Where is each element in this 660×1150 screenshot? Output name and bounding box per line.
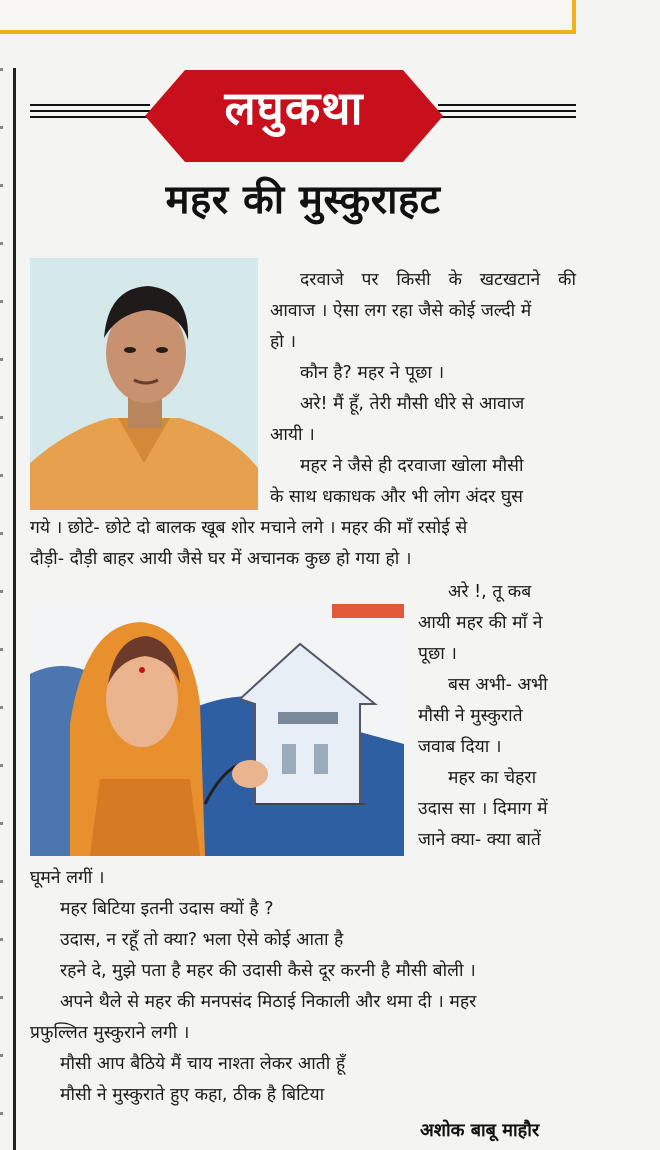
story-block-3	[418, 577, 576, 856]
column-edge-dashes	[0, 68, 3, 1150]
story-block-1	[270, 265, 576, 513]
section-banner	[145, 70, 443, 162]
story-line: दौड़ी- दौड़ी बाहर आयी जैसे घर में अचानक कुछ हो गया हो ।	[30, 549, 412, 569]
article-headline: महर की मुस्कुराहट	[165, 177, 441, 223]
story-line: महर बिटिया इतनी उदास क्यों है ?	[60, 899, 274, 919]
story-line: बस अभी- अभी	[448, 675, 548, 695]
story-line: आयी ।	[270, 425, 315, 445]
section-label: लघुकथा	[224, 81, 364, 135]
story-line: रहने दे, मुझे पता है महर की उदासी कैसे दूर करनी है मौसी बोली ।	[60, 961, 476, 981]
story-line: दरवाजे पर किसी के खटखटाने की	[300, 270, 576, 290]
previous-article-box	[0, 0, 576, 34]
story-line: के साथ धकाधक और भी लोग अंदर घुस	[270, 487, 523, 507]
story-line: अपने थैले से महर की मनपसंद मिठाई निकाली और थमा दी । महर	[60, 992, 477, 1012]
story-block-2	[30, 513, 576, 575]
story-line: अरे! मैं हूँ, तेरी मौसी धीरे से आवाज	[300, 394, 525, 414]
story-line: उदास सा । दिमाग में	[418, 799, 548, 819]
story-line: पूछा ।	[418, 644, 457, 664]
story-line: महर का चेहरा	[448, 768, 537, 788]
story-line: घूमने लगीं ।	[30, 868, 105, 888]
story-line: जाने क्या- क्या बातें	[418, 830, 541, 850]
story-line: आयी महर की माँ ने	[418, 613, 543, 633]
story-line: गये । छोटे- छोटे दो बालक खूब शोर मचाने लगे । महर की माँ रसोई से	[30, 518, 468, 538]
story-line: आवाज । ऐसा लग रहा जैसे कोई जल्दी में	[270, 301, 532, 321]
story-line: कौन है? महर ने पूछा ।	[300, 363, 445, 383]
story-line: अरे !, तू कब	[448, 582, 532, 602]
header-rules-right	[438, 104, 576, 118]
column-divider	[13, 68, 16, 1150]
story-line: हो ।	[270, 332, 297, 352]
author-name: अशोक बाबू माहौर	[420, 1120, 540, 1141]
story-line: महर ने जैसे ही दरवाजा खोला मौसी	[300, 456, 524, 476]
story-line: मौसी आप बैठिये मैं चाय नाश्ता लेकर आती हूँ	[60, 1054, 346, 1074]
header-rules-left	[30, 104, 150, 118]
story-illustration	[30, 604, 404, 856]
story-block-4	[30, 863, 576, 1111]
story-line: उदास, न रहूँ तो क्या? भला ऐसे कोई आता है	[60, 930, 344, 950]
author-photo	[30, 258, 258, 510]
story-line: मौसी ने मुस्कुराते	[418, 706, 523, 726]
story-line: जवाब दिया ।	[418, 737, 502, 757]
story-line: प्रफुल्लित मुस्कुराने लगी ।	[30, 1023, 190, 1043]
story-line: मौसी ने मुस्कुराते हुए कहा, ठीक है बिटिया	[60, 1085, 325, 1105]
